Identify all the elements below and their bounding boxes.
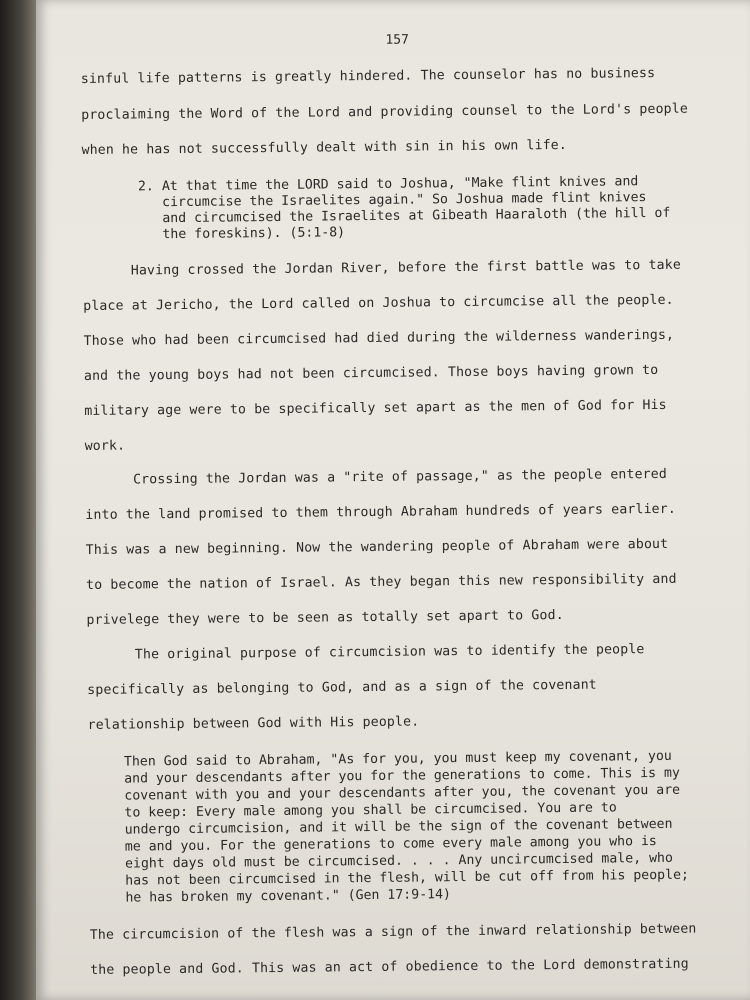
book-binding [0, 0, 40, 1000]
list-item-line: circumcise the Israelites again." So Joshua made flint knives [162, 190, 647, 211]
paragraph-3-line: to become the nation of Israel. As they began this new responsibility and [86, 571, 677, 593]
paragraph-3-line: into the land promised to them through Abraham hundreds of years earlier. [85, 501, 676, 523]
list-item-line: At that time the LORD said to Joshua, "Make flint knives and [161, 174, 639, 195]
paragraph-2-line: Those who had been circumcised had died during the wilderness wanderings, [83, 327, 675, 349]
paragraph-4-line: relationship between God with His people. [87, 714, 420, 733]
list-item-line: and circumcised the Israelites at Gibeath Haaraloth (the hill of [162, 205, 671, 227]
paragraph-2-line: military age were to be specifically set apart as the men of God for His [84, 397, 667, 419]
page-text-block [80, 0, 740, 1000]
paragraph-2-line: and the young boys had not been circumcised. Those boys having grown to [83, 362, 659, 384]
paragraph-2-line: Having crossed the Jordan River, before the first battle was to take [130, 257, 681, 279]
block-quote-line: and your descendants after you for the generations to come. This is my [124, 765, 680, 787]
paragraph-1-line: sinful life patterns is greatly hindered. The counselor has no business [80, 65, 656, 87]
block-quote-line: Then God said to Abraham, "As for you, you must keep my covenant, you [123, 748, 672, 770]
paragraph-2-line: place at Jericho, the Lord called on Joshua to circumcise all the people. [83, 292, 674, 314]
block-quote-line: to keep: Every male among you shall be circumcised. You are to [124, 800, 617, 821]
block-quote-line: he has broken my covenant." (Gen 17:9-14) [125, 887, 451, 906]
block-quote-line: undergo circumcision, and it will be the sign of the covenant between [124, 816, 673, 838]
paragraph-5-line: the people and God. This was an act of obedience to the Lord demonstrating [90, 956, 689, 978]
page-number: 157 [385, 32, 410, 48]
list-item-number: 2. [137, 179, 154, 195]
block-quote-line: me and you. For the generations to come every male among you who is [124, 834, 657, 855]
paragraph-3-line: This was a new beginning. Now the wandering people of Abraham were about [85, 536, 669, 558]
paragraph-3-line: privelege they were to be seen as totally set apart to God. [86, 607, 564, 628]
block-quote-line: eight days old must be circumcised. . . . Any uncircumcised male, who [124, 850, 673, 872]
paragraph-5-line: The circumcision of the flesh was a sign of the inward relationship between [89, 921, 697, 943]
paragraph-2-line: work. [84, 438, 126, 454]
paragraph-4-line: specifically as belonging to God, and as a sign of the covenant [87, 677, 597, 698]
book-page [36, 0, 750, 1000]
block-quote-line: has not been circumcised in the flesh, will be cut off from his people; [125, 867, 689, 889]
paragraph-1-line: proclaiming the Word of the Lord and providing counsel to the Lord's people [81, 101, 688, 123]
list-item-line: the foreskins). (5:1-8) [162, 225, 346, 243]
block-quote-line: covenant with you and your descendants after you, the covenant you are [124, 782, 681, 804]
paragraph-4-line: The original purpose of circumcision was to identify the people [134, 642, 645, 663]
paragraph-3-line: Crossing the Jordan was a "rite of passage," as the people entered [132, 466, 668, 488]
paragraph-1-line: when he has not successfully dealt with sin in his own life. [81, 137, 568, 158]
